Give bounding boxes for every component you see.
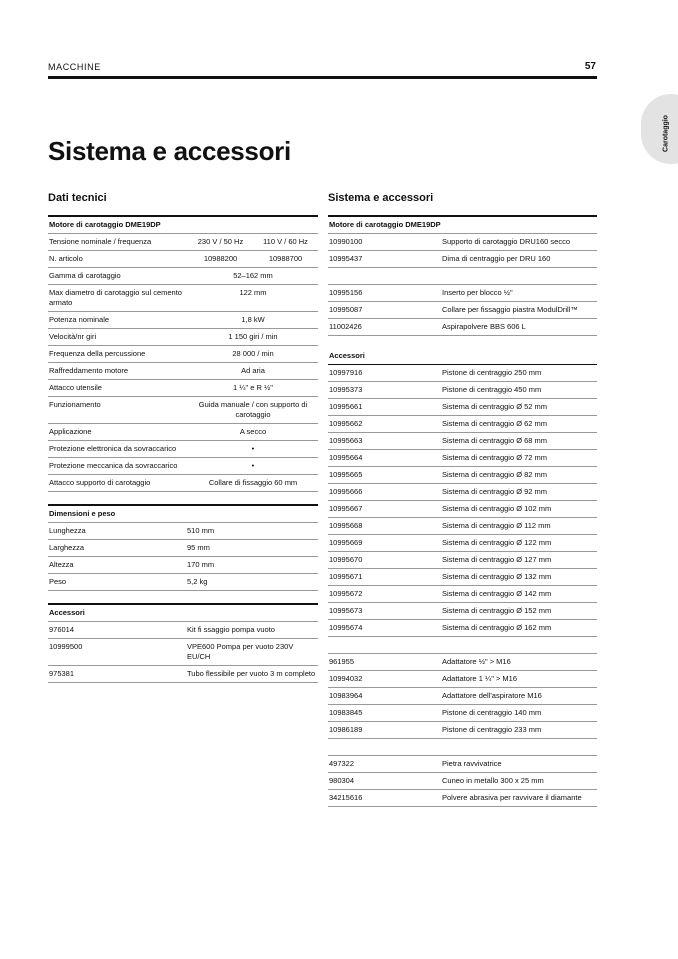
spec-row [48, 285, 318, 312]
blank-row [328, 739, 597, 756]
article-description: Sistema di centraggio Ø 62 mm [442, 419, 548, 428]
article-code: 980304 [329, 776, 355, 785]
article-description: Collare per fissaggio piastra ModulDrill™ [442, 305, 578, 314]
dimension-value: 510 mm [187, 526, 215, 535]
article-row [328, 302, 597, 319]
spec-value: 52–162 mm [233, 271, 273, 280]
article-row [328, 773, 597, 790]
article-code: 497322 [329, 759, 355, 768]
article-row [328, 535, 597, 552]
section-label: MACCHINE [48, 62, 101, 72]
article-code: 10995671 [329, 572, 363, 581]
dimension-row [48, 540, 318, 557]
article-code: 961955 [329, 657, 355, 666]
article-description: Sistema di centraggio Ø 122 mm [442, 538, 552, 547]
dimension-value: 170 mm [187, 560, 215, 569]
left-accessories-subheader-row [48, 603, 318, 622]
article-row [328, 285, 597, 302]
spec-row [48, 234, 318, 251]
article-code: 10995667 [329, 504, 363, 513]
article-row [328, 399, 597, 416]
spec-value: 1 150 giri / min [228, 332, 278, 341]
left-accessories-table [48, 622, 318, 683]
dimension-label: Lunghezza [49, 526, 86, 535]
article-description: Adattatore dell'aspiratore M16 [442, 691, 542, 700]
article-code: 34215616 [329, 793, 363, 802]
side-tab [641, 94, 678, 164]
article-description: Tubo flessibile per vuoto 3 m completo [187, 669, 316, 678]
article-description: Pistone di centraggio 250 mm [442, 368, 542, 377]
article-code: 10995663 [329, 436, 363, 445]
article-description: Sistema di centraggio Ø 112 mm [442, 521, 551, 530]
article-code: 10995662 [329, 419, 363, 428]
article-row [328, 382, 597, 399]
spec-row [48, 268, 318, 285]
article-description: Sistema di centraggio Ø 152 mm [442, 606, 552, 615]
article-description: Pistone di centraggio 450 mm [442, 385, 542, 394]
right-accessories-subheader: Accessori [329, 351, 365, 360]
article-description: Dima di centraggio per DRU 160 [442, 254, 551, 263]
article-code: 10995665 [329, 470, 363, 479]
article-row [328, 586, 597, 603]
accessory-row [48, 666, 318, 683]
article-row [328, 671, 597, 688]
dimension-label: Peso [49, 577, 67, 586]
article-code: 10995668 [329, 521, 363, 530]
spec-value: 122 mm [239, 288, 267, 297]
article-row [328, 654, 597, 671]
article-row [328, 365, 597, 382]
article-row [328, 722, 597, 739]
spec-label: Velocità/nr giri [49, 332, 97, 341]
article-code: 10995437 [329, 254, 363, 263]
spec-label: N. articolo [49, 254, 83, 263]
system-subheader: Motore di carotaggio DME19DP [329, 220, 441, 229]
article-description: Sistema di centraggio Ø 68 mm [442, 436, 548, 445]
left-accessories-subheader: Accessori [49, 608, 85, 617]
article-code: 10997916 [329, 368, 363, 377]
dimensions-subheader: Dimensioni e peso [49, 509, 116, 518]
article-row [328, 790, 597, 807]
article-code: 10995087 [329, 305, 363, 314]
dimension-value: 5,2 kg [187, 577, 208, 586]
page-title: Sistema e accessori [48, 136, 291, 166]
article-row [328, 234, 597, 251]
article-code: 975381 [49, 669, 75, 678]
article-code: 10995670 [329, 555, 363, 564]
spec-label: Potenza nominale [49, 315, 110, 324]
spec-row [48, 458, 318, 475]
spec-value-110v: 10988700 [268, 254, 303, 263]
spec-row [48, 346, 318, 363]
spec-label: Frequenza della percussione [49, 349, 146, 358]
article-code: 10986189 [329, 725, 363, 734]
article-description: Sistema di centraggio Ø 127 mm [442, 555, 552, 564]
specs-subheader: Motore di carotaggio DME19DP [49, 220, 161, 229]
accessory-row [48, 639, 318, 666]
spec-value-230v: 230 V / 50 Hz [197, 237, 244, 246]
article-description: Sistema di centraggio Ø 92 mm [442, 487, 548, 496]
page-number: 57 [584, 61, 596, 72]
article-code: 10995673 [329, 606, 363, 615]
spec-row [48, 363, 318, 380]
article-row [328, 569, 597, 586]
article-description: Aspirapolvere BBS 606 L [442, 322, 526, 331]
article-row [328, 450, 597, 467]
article-row [328, 705, 597, 722]
article-code: 10995666 [329, 487, 363, 496]
spec-value: A secco [239, 427, 267, 436]
specs-table [48, 234, 318, 492]
article-row [328, 552, 597, 569]
article-description: Sistema di centraggio Ø 72 mm [442, 453, 548, 462]
article-code: 10995661 [329, 402, 363, 411]
accessories-table-2 [328, 654, 597, 739]
article-description: Polvere abrasiva per ravvivare il diamante [442, 793, 582, 802]
spec-label: Max diametro di carotaggio sul cemento armato [49, 288, 182, 307]
spec-row [48, 397, 318, 424]
blank-row [328, 268, 597, 285]
spec-value-110v: 110 V / 60 Hz [263, 237, 308, 246]
spec-value: Guida manuale / con supporto di carotaggio [198, 400, 308, 419]
dimension-row [48, 574, 318, 591]
article-description: Sistema di centraggio Ø 52 mm [442, 402, 548, 411]
spec-row [48, 380, 318, 397]
article-row [328, 501, 597, 518]
technical-data-column [48, 191, 318, 683]
system-table-1 [328, 234, 597, 268]
dimension-row [48, 523, 318, 540]
article-code: 976014 [49, 625, 75, 634]
side-tab-label: Carotaggio [662, 115, 670, 152]
article-description: Sistema di centraggio Ø 132 mm [442, 572, 552, 581]
spec-label: Funzionamento [49, 400, 101, 409]
accessory-row [48, 622, 318, 639]
article-row [328, 433, 597, 450]
article-code: 10983845 [329, 708, 363, 717]
article-code: 10983964 [329, 691, 363, 700]
spec-row [48, 424, 318, 441]
article-code: 10995672 [329, 589, 363, 598]
article-row [328, 756, 597, 773]
article-code: 10990100 [329, 237, 363, 246]
dimension-label: Altezza [49, 560, 74, 569]
article-code: 10999500 [49, 642, 83, 651]
article-code: 10995674 [329, 623, 363, 632]
article-row [328, 416, 597, 433]
dimensions-table [48, 523, 318, 591]
article-description: VPE600 Pompa per vuoto 230V EU/CH [187, 642, 294, 661]
spec-label: Gamma di carotaggio [49, 271, 121, 280]
spec-row [48, 329, 318, 346]
article-row [328, 484, 597, 501]
spec-value: 1 ¼" e R ½" [233, 383, 273, 392]
article-row [328, 319, 597, 336]
spec-label: Protezione meccanica da sovraccarico [49, 461, 178, 470]
article-description: Cuneo in metallo 300 x 25 mm [442, 776, 544, 785]
spec-value: Collare di fissaggio 60 mm [208, 478, 298, 487]
system-heading: Sistema e accessori [328, 192, 434, 204]
article-description: Kit fi ssaggio pompa vuoto [187, 625, 275, 634]
spec-value-230v: 10988200 [203, 254, 238, 263]
article-code: 11002426 [329, 322, 362, 331]
spec-value: Ad aria [241, 366, 265, 375]
system-table-2 [328, 285, 597, 336]
spec-value: 1,8 kW [241, 315, 265, 324]
article-code: 10995373 [329, 385, 363, 394]
dimension-value: 95 mm [187, 543, 210, 552]
blank-row [328, 637, 597, 654]
spec-label: Protezione elettronica da sovraccarico [49, 444, 177, 453]
article-description: Sistema di centraggio Ø 82 mm [442, 470, 548, 479]
article-code: 10994032 [329, 674, 363, 683]
article-description: Sistema di centraggio Ø 162 mm [442, 623, 552, 632]
article-description: Adattatore 1 ¼" > M16 [442, 674, 517, 683]
article-row [328, 603, 597, 620]
system-subheader-row [328, 215, 597, 234]
specs-subheader-row [48, 215, 318, 234]
accessories-table-3 [328, 756, 597, 807]
system-column [328, 191, 597, 807]
article-description: Pietra ravvivatrice [442, 759, 502, 768]
accessories-table-1 [328, 365, 597, 637]
technical-data-heading: Dati tecnici [48, 192, 107, 204]
article-row [328, 688, 597, 705]
article-code: 10995669 [329, 538, 363, 547]
spec-row [48, 441, 318, 458]
spec-label: Raffreddamento motore [49, 366, 129, 375]
spec-value: • [251, 444, 255, 453]
spec-row [48, 475, 318, 492]
article-description: Adattatore ½" > M16 [442, 657, 511, 666]
right-accessories-subheader-row [328, 348, 597, 365]
article-description: Supporto di carotaggio DRU160 secco [442, 237, 570, 246]
article-code: 10995156 [329, 288, 363, 297]
article-row [328, 518, 597, 535]
spec-label: Attacco utensile [49, 383, 102, 392]
spec-row [48, 312, 318, 329]
dimension-row [48, 557, 318, 574]
header-rule [48, 76, 597, 79]
article-description: Sistema di centraggio Ø 102 mm [442, 504, 552, 513]
article-description: Inserto per blocco ½" [442, 288, 513, 297]
spec-label: Attacco supporto di carotaggio [49, 478, 151, 487]
article-row [328, 251, 597, 268]
spec-value: • [251, 461, 255, 470]
article-row [328, 467, 597, 484]
spec-label: Tensione nominale / frequenza [49, 237, 152, 246]
article-row [328, 620, 597, 637]
spec-label: Applicazione [49, 427, 92, 436]
spec-value: 28 000 / min [232, 349, 274, 358]
article-description: Sistema di centraggio Ø 142 mm [442, 589, 552, 598]
article-code: 10995664 [329, 453, 363, 462]
spec-row [48, 251, 318, 268]
dimensions-subheader-row [48, 504, 318, 523]
article-description: Pistone di centraggio 233 mm [442, 725, 542, 734]
dimension-label: Larghezza [49, 543, 85, 552]
article-description: Pistone di centraggio 140 mm [442, 708, 542, 717]
